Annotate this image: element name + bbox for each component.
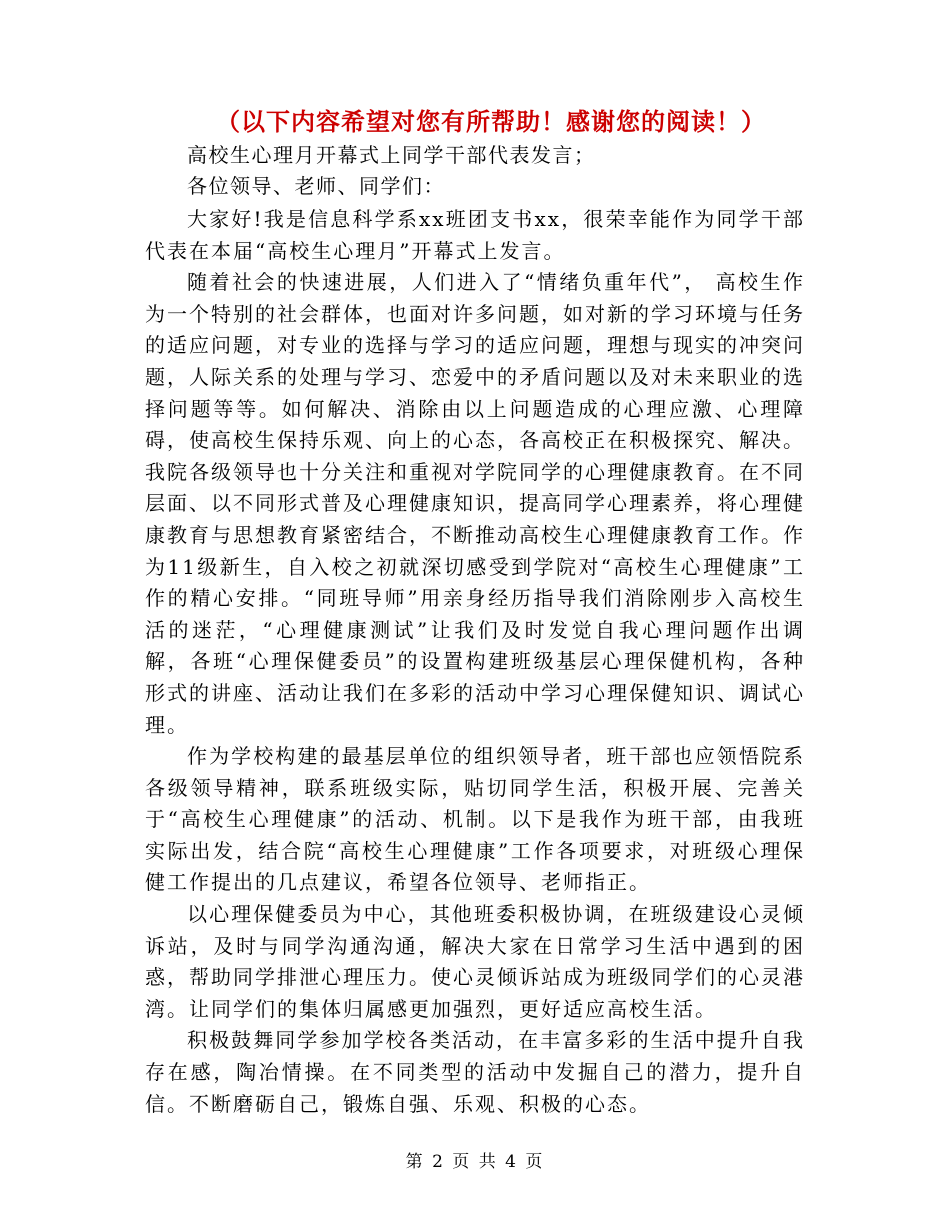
banner-heading: （以下内容希望对您有所帮助！感谢您的阅读！） (216, 107, 766, 136)
speech-title: 高校生心理月开幕式上同学干部代表发言； (187, 143, 596, 167)
salutation: 各位领导、老师、同学们： (187, 174, 445, 198)
page-footer: 第 2 页 共 4 页 (405, 1152, 545, 1172)
paragraph-1: 大家好!我是信息科学系xx班团支书xx，很荣幸能作为同学干部代表在本届“高校生心理月”开幕式上发言。 (145, 207, 805, 263)
paragraph-2: 随着社会的快速进展，人们进入了“情绪负重年代”， 高校生作为一个特别的社会群体，也面对许多问题，如对新的学习环境与任务的适应问题，对专业的选择与学习的适应问题，理想与现实的冲突问题，人际关系的处理与学习、恋爱中的矛盾问题以及对未来职业的选择问题等等。如何解决、消除由以上问题造成的心理应激、心理障碍，使高校生保持乐观、向上的心态，各高校正在积极探究、解决。我院各级领导也十分关注和重视对学院同学的心理健康教育。在不同层面、以不同形式普及心理健康知识，提高同学心理素养，将心理健康教育与思想教育紧密结合，不断推动高校生心理健康教育工作。作为11级新生，自入校之初就深切感受到学院对“高校生心理健康”工作的精心安排。“同班导师”用亲身经历指导我们消除刚步入高校生活的迷茫，“心理健康测试”让我们及时发觉自我心理问题作出调解，各班“心理保健委员”的设置构建班级基层心理保健机构，各种形式的讲座、活动让我们在多彩的活动中学习心理保健知识、调试心理。 (145, 270, 805, 737)
paragraph-3: 作为学校构建的最基层单位的组织领导者，班干部也应领悟院系各级领导精神，联系班级实际，贴切同学生活，积极开展、完善关于“高校生心理健康”的活动、机制。以下是我作为班干部，由我班实际出发，结合院“高校生心理健康”工作各项要求，对班级心理保健工作提出的几点建议，希望各位领导、老师指正。 (145, 744, 805, 895)
document-page (145, 102, 805, 1120)
paragraph-4: 以心理保健委员为中心，其他班委积极协调，在班级建设心灵倾诉站，及时与同学沟通沟通，解决大家在日常学习生活中遇到的困惑，帮助同学排泄心理压力。使心灵倾诉站成为班级同学们的心灵港湾。让同学们的集体归属感更加强烈，更好适应高校生活。 (145, 902, 805, 1021)
paragraph-5: 积极鼓舞同学参加学校各类活动，在丰富多彩的生活中提升自我存在感，陶冶情操。在不同类型的活动中发掘自己的潜力，提升自信。不断磨砺自己，锻炼自强、乐观、积极的心态。 (145, 1028, 805, 1116)
